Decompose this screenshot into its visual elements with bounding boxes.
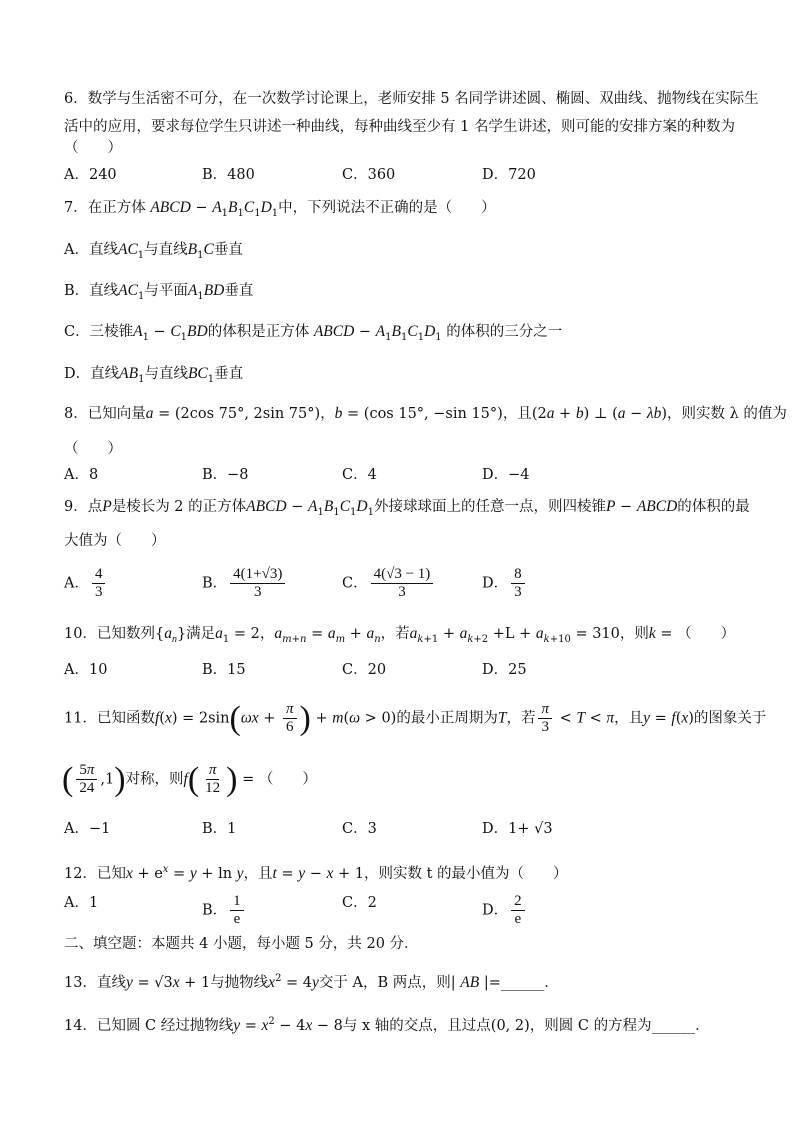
q8-stem: 8．已知向量a = (2cos 75°, 2sin 75°)，b = (cos 15°, −sin 15°)，且(2a + b) ⊥ (a − λb)，则实数 λ 的值为 [64,405,787,422]
q12-option-c: C．2 [342,895,377,911]
q8-option-d: D．−4 [482,467,530,483]
q11-line2: ( $\frac{5\pi}{24}$ ,1)对称，则f( $\frac{\pi}{12}$ ) = （ ） [62,760,317,798]
q9-option-c: C． $\frac{4(√3 - 1)}{3}$ [342,566,436,601]
q9-stem: 9．点P是棱长为 2 的正方体ABCD − $A_1B_1C_1D_1$外接球球面上的任意一点，则四棱锥P − ABCD的体积的最 [64,498,750,518]
q12-option-d: D． $\frac{2}{e}$ [482,893,528,928]
q10-option-a: A．10 [64,662,108,678]
q14-blank[interactable]: ______． [651,1017,710,1034]
q8-option-c: C．4 [342,467,377,483]
q11-option-d: D．1+ √3 [482,821,553,837]
q11-stem: 11．已知函数f(x) = 2sin(ωx + $\frac{\pi}{6}$ ) + m(ω > 0)的最小正周期为T，若 $\frac{\pi}{3}$ < T < π，且y = f(x)的图象关于 [64,699,767,737]
q6-line1: 6．数学与生活密不可分，在一次数学讨论课上，老师安排 5 名同学讲述圆、椭圆、双曲线、抛物线在实际生 [64,91,759,107]
q14-stem: 14．已知圆 C 经过抛物线$y = x^2 - 4x - 8$与 x 轴的交点，且过点(0, 2)，则圆 C 的方程为______． [64,1016,710,1034]
q7-option-d: D．直线$AB_1$与直线$BC_1$垂直 [64,365,244,385]
q10-option-b: B．15 [202,662,246,678]
q12-stem: 12．已知$x + e^x = y + \ln y$，且t = y − x + 1，则实数 t 的最小值为（ ） [64,864,568,882]
q10-option-d: D．25 [482,662,527,678]
q6-option-b: B．480 [202,167,255,183]
q11-option-c: C．3 [342,821,377,837]
q7-option-a: A．直线$AC_1$与直线$B_1C$垂直 [64,241,243,261]
q9-option-d: D． $\frac{8}{3}$ [482,566,528,601]
q10-option-c: C．20 [342,662,387,678]
q6-line2: 活中的应用，要求每位学生只讲述一种曲线，每种曲线至少有 1 名学生讲述，则可能的安排方案的种数为 [64,119,735,135]
q10-stem: 10．已知数列$\{a_n\}$满足$a_1 = 2$，$a_{m+n} = a_m + a_n$，若$a_{k+1} + a_{k+2} +L + a_{k+10} = 310$，则k = （ ） [64,625,736,646]
q7-option-c: C．三棱锥$A_1 - C_1BD$的体积是正方体 ABCD − $A_1B_1C_1D_1$ 的体积的三分之一 [64,323,563,343]
q9-line2: 大值为（ ） [64,533,166,549]
section2-heading: 二、填空题：本题共 4 小题，每小题 5 分，共 20 分． [64,936,419,952]
q6-paren: （ ） [64,140,122,156]
q12-option-a: A．1 [64,895,99,911]
q13-stem: 13．直线y = √3x + 1与抛物线$x^2 = 4y$交于 A，B 两点，则| AB |=______． [64,973,559,991]
q8-option-a: A．8 [64,467,99,483]
q6-option-d: D．720 [482,167,536,183]
q9-option-a: A． $\frac{4}{3}$ [64,566,108,601]
q8-paren: （ ） [64,441,122,457]
q8-option-b: B．−8 [202,467,249,483]
q12-option-b: B． $\frac{1}{e}$ [202,893,247,928]
q9-option-b: B． $\frac{4(1+√3)}{3}$ [202,566,288,601]
q6-option-a: A．240 [64,167,117,183]
q6-option-c: C．360 [342,167,396,183]
q11-option-a: A．−1 [64,821,111,837]
q7-option-b: B．直线$AC_1$与平面$A_1BD$垂直 [64,282,254,302]
q7-stem: 7．在正方体 ABCD − $A_1B_1C_1D_1$中，下列说法不正确的是（ ） [64,199,496,219]
q11-option-b: B．1 [202,821,237,837]
q13-blank[interactable]: ______． [500,974,559,991]
